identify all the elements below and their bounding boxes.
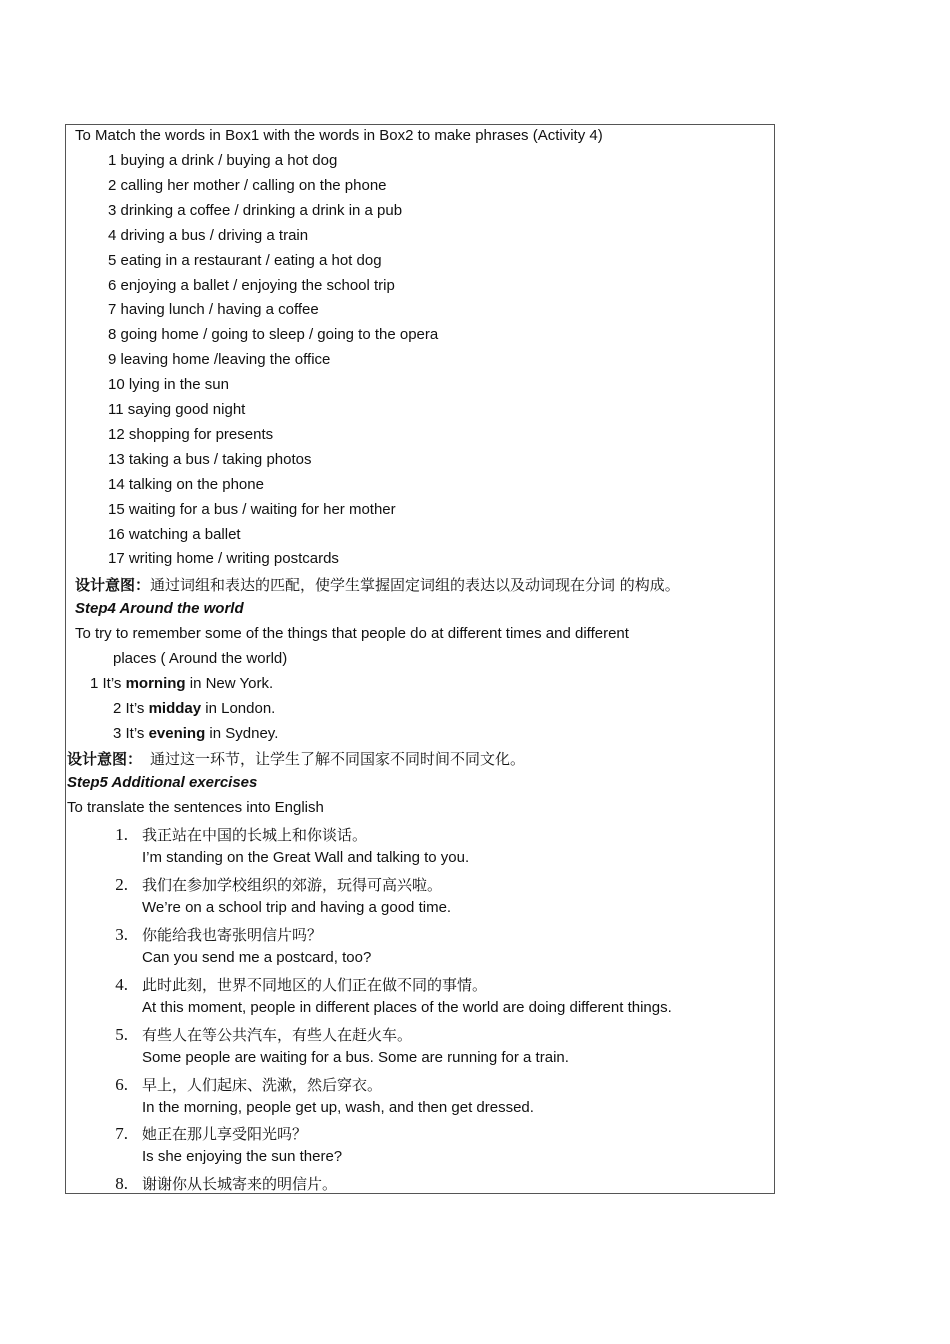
phrase-item: 2 calling her mother / calling on the phone — [108, 176, 387, 194]
step4-intro-line1: To try to remember some of the things that people do at different times and different — [75, 625, 629, 642]
phrase-item: 5 eating in a restaurant / eating a hot dog — [108, 251, 382, 269]
phrase-item: 9 leaving home /leaving the office — [108, 351, 331, 369]
phrase-item: 1 buying a drink / buying a hot dog — [108, 152, 338, 169]
sentence-prefix: 1 It’s — [90, 675, 126, 692]
step4-sentence — [113, 699, 275, 719]
phrase-item: 15 waiting for a bus / waiting for her mother — [108, 500, 396, 518]
phrase-item: 7 having lunch / having a coffee — [108, 301, 319, 319]
design-intent-text: 通过词组和表达的匹配，使学生掌握固定词组的表达以及动词现在分词 的构成。 — [150, 576, 680, 594]
exercise-chinese: 早上，人们起床、洗漱，然后穿衣。 — [142, 1075, 383, 1094]
phrase-item: 3 drinking a coffee / drinking a drink in a pub — [108, 201, 403, 219]
sentence-time: evening — [148, 725, 206, 742]
phrase-item: 14 talking on the phone — [108, 475, 264, 493]
design-intent-2 — [67, 749, 525, 770]
sentence-prefix: 3 It’s — [113, 725, 149, 742]
design-intent-label: 设计意图： — [75, 576, 151, 594]
exercise-number: 1. — [115, 825, 128, 844]
phrase-item: 11 saying good night — [108, 401, 246, 418]
sentence-time: midday — [148, 700, 202, 717]
step4-heading: Step4 Around the world — [75, 600, 244, 617]
exercise-number: 8. — [115, 1174, 128, 1194]
exercise-number: 3. — [115, 924, 128, 944]
phrase-item: 10 lying in the sun — [108, 376, 229, 394]
sentence-place: in New York. — [185, 675, 274, 692]
phrase-item: 12 shopping for presents — [108, 425, 274, 443]
exercise-number: 4. — [115, 974, 128, 994]
exercise-chinese: 她正在那儿享受阳光吗？ — [142, 1125, 308, 1144]
exercise-chinese: 此时此刻，世界不同地区的人们正在做不同的事情。 — [142, 975, 488, 994]
exercise-english: Can you send me a postcard, too? — [142, 948, 372, 966]
exercise-chinese: 我们在参加学校组织的郊游，玩得可高兴啦。 — [142, 875, 443, 894]
phrase-item: 13 taking a bus / taking photos — [108, 450, 312, 468]
exercise-chinese: 我正站在中国的长城上和你谈话。 — [142, 826, 368, 844]
sentence-prefix: 2 It’s — [113, 700, 149, 717]
exercise-chinese: 你能给我也寄张明信片吗？ — [142, 925, 323, 944]
sentence-place: in Sydney. — [205, 725, 279, 742]
exercise-english: We’re on a school trip and having a good time. — [142, 898, 452, 916]
exercise-number: 2. — [115, 874, 128, 894]
sentence-time: morning — [125, 675, 186, 692]
step5-heading: Step5 Additional exercises — [67, 774, 258, 791]
exercise-english: I’m standing on the Great Wall and talking to you. — [142, 849, 470, 866]
exercise-english: Some people are waiting for a bus. Some are running for a train. — [142, 1048, 569, 1066]
step4-sentence — [90, 674, 273, 694]
phrase-item: 17 writing home / writing postcards — [108, 550, 339, 568]
exercise-number: 6. — [115, 1074, 128, 1094]
step5-intro: To translate the sentences into English — [67, 799, 324, 816]
exercise-chinese: 谢谢你从长城寄来的明信片。 — [142, 1175, 338, 1194]
exercise-number: 7. — [115, 1124, 128, 1144]
step4-intro-line2: places ( Around the world) — [113, 650, 288, 667]
phrase-item: 4 driving a bus / driving a train — [108, 226, 309, 244]
design-intent-text: 通过这一环节，让学生了解不同国家不同时间不同文化。 — [150, 750, 526, 768]
exercise-english: Is she enjoying the sun there? — [142, 1148, 343, 1166]
step4-sentence — [113, 724, 278, 744]
exercise-english: In the morning, people get up, wash, and then get dressed. — [142, 1098, 534, 1116]
exercise-english: At this moment, people in different places of the world are doing different things. — [142, 998, 672, 1016]
design-intent-1 — [75, 575, 680, 596]
design-intent-label: 设计意图： — [67, 750, 143, 768]
phrase-item: 8 going home / going to sleep / going to the opera — [108, 326, 439, 344]
exercise-number: 5. — [115, 1024, 128, 1044]
phrase-item: 16 watching a ballet — [108, 525, 241, 543]
exercise-chinese: 有些人在等公共汽车，有些人在赶火车。 — [142, 1025, 413, 1044]
phrase-item: 6 enjoying a ballet / enjoying the school trip — [108, 276, 395, 294]
activity4-intro: To Match the words in Box1 with the words in Box2 to make phrases (Activity 4) — [75, 127, 603, 144]
sentence-place: in London. — [201, 700, 276, 717]
